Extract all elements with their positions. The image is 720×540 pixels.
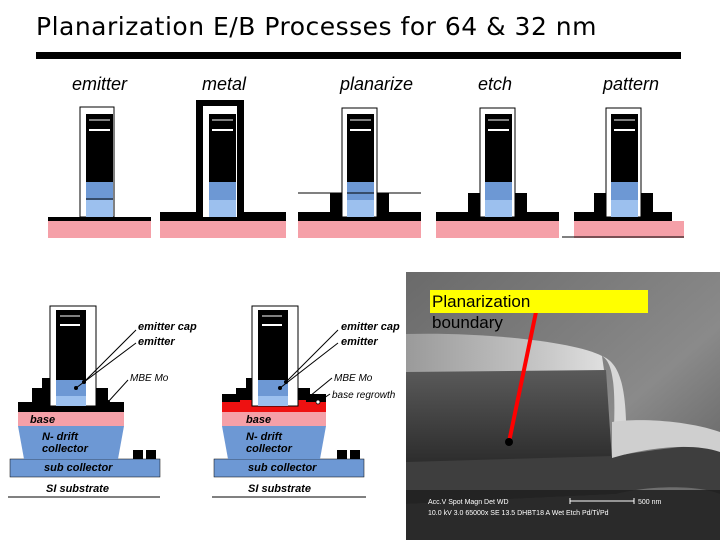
step-pattern-diagram	[562, 108, 684, 238]
cs1-drift-label-1: N- drift	[42, 431, 79, 443]
sem-info-line-1: Acc.V Spot Magn Det WD	[428, 499, 509, 506]
sem-label-text: Planarization boundary	[432, 292, 531, 332]
sem-info-line-2: 10.0 kV 3.0 65000x SE 13.5 DHBT18 A Wet Etch Pd/Ti/Pd	[428, 510, 609, 517]
cs2-sub-collector-label: sub collector	[248, 462, 317, 474]
step-label-metal: metal	[202, 74, 247, 94]
step-label-etch: etch	[478, 74, 513, 94]
step-label-planarize: planarize	[340, 74, 414, 94]
cross-section-1	[8, 306, 197, 497]
cs1-sub-collector-label: sub collector	[44, 462, 113, 474]
cs2-base-label: base	[246, 414, 272, 426]
step-label-emitter: emitter	[72, 74, 128, 94]
cs1-drift-label-2: collector	[42, 443, 88, 455]
step-label-pattern: pattern	[603, 74, 660, 94]
step-planarize-diagram	[298, 108, 421, 238]
cs2-mbe-mo-label: MBE Mo	[334, 373, 373, 384]
cs2-emitter-label: emitter	[341, 336, 378, 348]
step-etch-diagram	[436, 108, 559, 238]
cs2-base-regrowth-label: base regrowth	[332, 390, 396, 401]
page-title: Planarization E/B Processes for 64 & 32 nm	[36, 12, 597, 41]
cross-section-2	[212, 306, 400, 497]
cs1-base-label: base	[30, 414, 56, 426]
cs1-substrate-label: SI substrate	[46, 483, 109, 495]
sem-pointer-dot	[505, 438, 513, 446]
cs2-drift-label-1: N- drift	[246, 431, 283, 443]
cs1-mbe-mo-label: MBE Mo	[130, 373, 169, 384]
cs2-substrate-label: SI substrate	[248, 483, 311, 495]
step-metal-diagram	[160, 100, 286, 238]
cs1-emitter-label: emitter	[138, 336, 175, 348]
cs2-emitter-cap-label: emitter cap	[341, 321, 400, 333]
step-emitter-diagram	[48, 107, 151, 238]
cs1-emitter-cap-label: emitter cap	[138, 321, 197, 333]
cs2-drift-label-2: collector	[246, 443, 292, 455]
sem-scale-label: 500 nm	[638, 499, 662, 506]
cross-sections-diagram	[0, 270, 406, 540]
